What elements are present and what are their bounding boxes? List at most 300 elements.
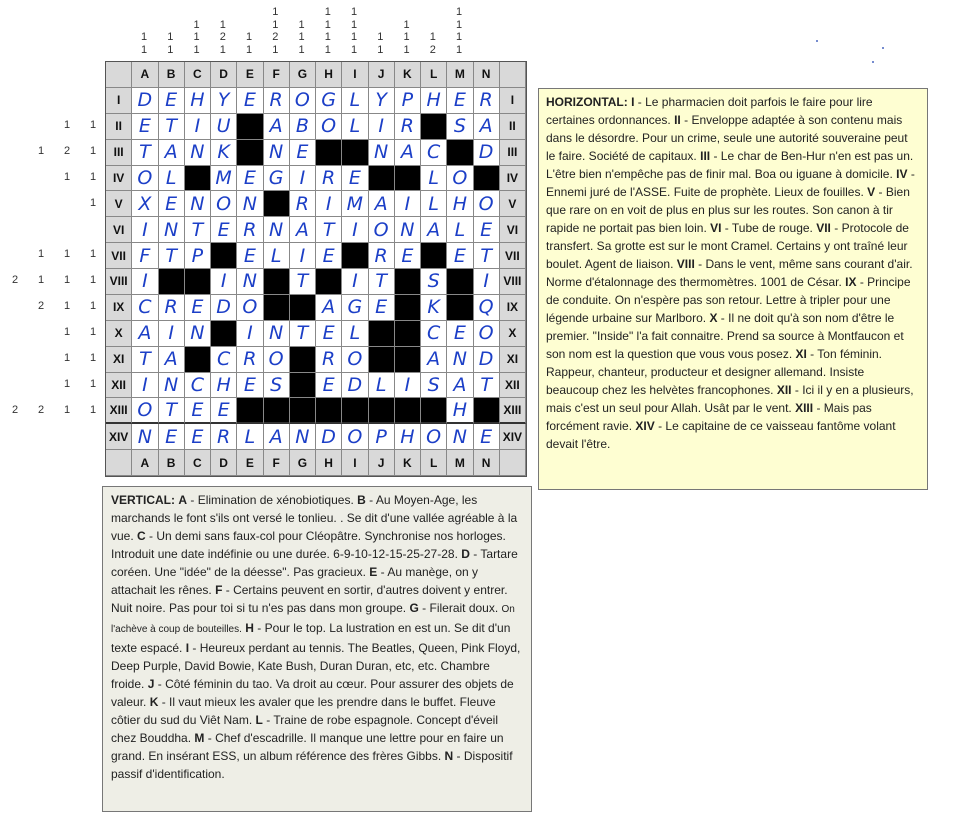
column-header: D — [211, 62, 237, 88]
letter-cell[interactable]: O — [447, 166, 473, 192]
letter-cell[interactable]: L — [369, 373, 395, 399]
letter-cell[interactable]: O — [474, 321, 500, 347]
row-header: VIII — [500, 269, 526, 295]
letter-cell[interactable]: N — [185, 140, 211, 166]
column-clue-number: 1 — [298, 31, 305, 43]
letter-cell[interactable]: I — [342, 269, 368, 295]
letter-cell[interactable]: A — [369, 191, 395, 217]
letter-cell[interactable]: N — [447, 424, 473, 450]
letter-cell[interactable]: A — [290, 217, 316, 243]
vertical-clue-text: Certains peuvent en sortir, d'autres doivent y entrer. Nuit noire. Pas pour toi si tu n'es pas dans mon groupe. — [111, 583, 508, 615]
letter-cell[interactable]: N — [395, 217, 421, 243]
letter-cell[interactable]: I — [132, 269, 158, 295]
row-header: IV — [106, 166, 132, 192]
horizontal-clue-text: Il ne doit qu'à son nom d'être le premier. "Inside" l'a fait connaitre. Prend sa source à Montfaucon et son nom est la question que vous vous posez. — [546, 311, 904, 361]
letter-cell[interactable]: C — [132, 295, 158, 321]
black-square — [342, 243, 368, 269]
letter-cell[interactable]: L — [264, 243, 290, 269]
row-clue-number — [34, 216, 48, 241]
letter-cell[interactable]: A — [421, 347, 447, 373]
vertical-clue-text: Filerait doux. — [429, 601, 499, 615]
column-header: M — [447, 62, 473, 88]
row-clue-number — [34, 165, 48, 190]
letter-cell[interactable]: E — [316, 243, 342, 269]
letter-cell[interactable]: N — [369, 140, 395, 166]
letter-cell[interactable]: Y — [369, 88, 395, 114]
letter-cell[interactable]: L — [237, 424, 263, 450]
horizontal-clue-text: Protocole de transfert. Sa grotte est sur le mont Cramel. Certains y ont traîné leur boulet. Agent de liaison. — [546, 221, 909, 271]
black-square — [369, 347, 395, 373]
letter-cell[interactable]: H — [421, 88, 447, 114]
letter-cell[interactable]: O — [237, 295, 263, 321]
row-clue-number — [34, 191, 48, 216]
black-square — [421, 398, 447, 424]
letter-cell: O — [132, 398, 158, 424]
letter-cell[interactable]: D — [342, 373, 368, 399]
vertical-clue-number: B — [357, 493, 366, 507]
letter-cell[interactable]: X — [132, 191, 158, 217]
row-clue-number — [86, 87, 100, 112]
black-square — [237, 398, 263, 424]
letter-cell[interactable]: N — [290, 424, 316, 450]
column-clue-number: 1 — [193, 18, 200, 31]
letter-cell[interactable]: P — [369, 424, 395, 450]
row-clue-number: 1 — [89, 248, 97, 261]
letter-cell[interactable]: O — [421, 424, 447, 450]
letter-cell[interactable]: S — [264, 373, 290, 399]
black-square — [237, 114, 263, 140]
letter-cell[interactable]: E — [447, 243, 473, 269]
row-header: III — [106, 140, 132, 166]
letter-cell[interactable]: H — [447, 191, 473, 217]
letter-cell[interactable]: O — [211, 191, 237, 217]
column-header: I — [342, 62, 368, 88]
row-clue-number: 1 — [63, 300, 71, 312]
vertical-clue-text: Côté féminin du tao. Va droit au cœur. Pour assurer des objets de valeur. — [111, 677, 514, 709]
letter-cell[interactable]: L — [342, 88, 368, 114]
letter-cell[interactable]: I — [211, 269, 237, 295]
row-clue-number — [8, 346, 22, 371]
row-clue-number — [8, 423, 22, 448]
letter-cell[interactable]: T — [159, 114, 185, 140]
letter-cell[interactable]: E — [132, 114, 158, 140]
row-clue-number — [8, 294, 22, 319]
letter-cell[interactable]: T — [474, 373, 500, 399]
letter-cell[interactable]: I — [342, 217, 368, 243]
row-clue-number — [86, 216, 100, 241]
letter-cell[interactable]: S — [447, 114, 473, 140]
letter-cell[interactable]: A — [316, 295, 342, 321]
row-header: IX — [500, 295, 526, 321]
letter-cell[interactable]: A — [395, 140, 421, 166]
letter-cell[interactable]: U — [211, 114, 237, 140]
letter-cell[interactable]: I — [159, 321, 185, 347]
letter-cell[interactable]: I — [290, 243, 316, 269]
letter-cell[interactable]: E — [474, 217, 500, 243]
letter-cell[interactable]: L — [421, 166, 447, 192]
letter-cell[interactable]: R — [264, 88, 290, 114]
letter-cell[interactable]: E — [159, 424, 185, 450]
row-clue-number: 1 — [37, 274, 45, 287]
letter-cell[interactable]: A — [474, 114, 500, 140]
letter-cell[interactable]: R — [369, 243, 395, 269]
letter-cell[interactable]: O — [264, 347, 290, 373]
column-clue-number: 1 — [140, 43, 148, 56]
row-header: VII — [500, 243, 526, 269]
letter-cell[interactable]: A — [264, 424, 290, 450]
vertical-clue-number: H — [245, 621, 254, 635]
row-clue-number — [34, 87, 48, 112]
black-square — [395, 166, 421, 192]
vertical-clue-number: D — [461, 547, 470, 561]
crossword-grid — [105, 61, 527, 477]
column-header: E — [237, 62, 263, 88]
letter-cell[interactable]: M — [211, 166, 237, 192]
letter-cell[interactable]: I — [132, 217, 158, 243]
horizontal-clue-number: VI — [710, 221, 722, 235]
column-clue-number: 2 — [272, 31, 279, 43]
column-header: G — [290, 450, 316, 476]
letter-cell[interactable]: R — [290, 191, 316, 217]
letter-cell[interactable]: R — [395, 114, 421, 140]
letter-cell[interactable]: B — [290, 114, 316, 140]
letter-cell[interactable]: N — [185, 191, 211, 217]
vertical-clues-panel: VERTICAL: A - Elimination de xénobiotiques. B - Au Moyen-Age, les marchands le font s'ils ont versé le tonlieu. . Se dit d'une vallée agréable à la vue. C - Un demi sans faux-col pour Cléopâtre. Synchronise nos horloges. Introduit une date indéfinie ou une durée. 6-9-10-12-15-25-27-28. D - Tartare coréen. Une "idée" de la déesse". Pas gracieux. E - Au manège, on y attachait les rênes. F - Certains peuvent en sortir, d'autres doivent y entrer. Nuit noire. Pas pour toi si tu n'es pas dans mon groupe. G - Filerait doux. On l'achève à coup de bouteilles. H - Pour le top. La lustration en est un. Se dit d'un texte espacé. I - Heureux perdant au tennis. The Beatles, Queen, Pink Floyd, Deep Purple, David Bowie, Kate Bush, Duran Duran, etc, etc. Chambre froide. J - Côté féminin du tao. Va droit au cœur. Pour assurer des objets de valeur. K - Il vaut mieux les avaler que les prendre dans le buffet. Fleuve côtier du sud du Viêt Nam. L - Traine de robe espagnole. Concept d'éveil chez Bouddha. M - Chef d'escadrille. Il manque une lettre pour en faire un grand. En insérant ESS, un album référence des frères Gibbs. N - Dispositif passif d'identification. — [102, 486, 532, 812]
letter-cell[interactable]: H — [395, 424, 421, 450]
column-clue-number: 1 — [350, 43, 358, 56]
horizontal-clue-text: Principe de conduite. On n'espère pas son retour. Lettre à tripler pour une légende urbaine sur Marlboro. — [546, 275, 911, 325]
letter-cell[interactable]: I — [132, 373, 158, 399]
letter-cell[interactable]: A — [447, 373, 473, 399]
letter-cell[interactable]: E — [316, 321, 342, 347]
column-clue-number: 1 — [350, 31, 358, 43]
black-square — [369, 398, 395, 424]
letter-cell[interactable]: T — [132, 140, 158, 166]
row-clue-number: 1 — [63, 325, 71, 338]
letter-cell[interactable]: A — [159, 347, 185, 373]
vertical-clue-text: Il vaut mieux les avaler que les prendre dans le buffet. Fleuve côtier du sud du Viêt Nam. — [111, 695, 496, 727]
column-header: C — [185, 450, 211, 476]
letter-cell[interactable]: O — [132, 166, 158, 192]
letter-cell[interactable]: E — [185, 424, 211, 450]
row-clue-number: 2 — [37, 300, 45, 312]
vertical-clue-number: A — [178, 493, 188, 507]
letter-cell[interactable]: T — [290, 321, 316, 347]
black-square — [474, 166, 500, 192]
row-clue-number — [60, 423, 74, 448]
letter-cell[interactable]: G — [342, 295, 368, 321]
letter-cell[interactable]: R — [237, 347, 263, 373]
horizontal-clue-text: Le capitaine de ce vaisseau fantôme volant devait l'être. — [546, 419, 896, 451]
row-header: IX — [106, 295, 132, 321]
letter-cell[interactable]: N — [237, 191, 263, 217]
column-clue-number: 1 — [245, 43, 253, 56]
letter-cell[interactable]: M — [342, 191, 368, 217]
horizontal-clue-number: VII — [816, 221, 831, 235]
letter-cell[interactable]: I — [185, 114, 211, 140]
letter-cell[interactable]: T — [132, 347, 158, 373]
letter-cell[interactable]: T — [369, 269, 395, 295]
letter-cell[interactable]: Y — [211, 88, 237, 114]
letter-cell[interactable]: E — [474, 424, 500, 450]
letter-cell[interactable]: R — [316, 166, 342, 192]
letter-cell[interactable]: K — [421, 295, 447, 321]
letter-cell[interactable]: O — [290, 88, 316, 114]
black-square — [316, 269, 342, 295]
row-clue-number: 1 — [89, 274, 97, 287]
letter-cell[interactable]: E — [290, 140, 316, 166]
black-square — [185, 269, 211, 295]
column-clue-number: 1 — [403, 31, 410, 43]
row-clue-number: 2 — [11, 403, 19, 416]
letter-cell[interactable]: N — [264, 140, 290, 166]
column-header: I — [342, 450, 368, 476]
row-clue-number — [8, 216, 22, 241]
column-clue-number: 1 — [272, 18, 279, 31]
letter-cell[interactable]: N — [237, 269, 263, 295]
letter-cell[interactable]: A — [421, 217, 447, 243]
letter-cell: H — [447, 398, 473, 424]
letter-cell[interactable]: A — [132, 321, 158, 347]
black-square — [290, 373, 316, 399]
column-header: A — [132, 62, 158, 88]
row-clue-number — [8, 191, 22, 216]
letter-cell[interactable]: C — [185, 373, 211, 399]
column-clue-number: 1 — [324, 31, 331, 43]
row-clue-number: 1 — [63, 403, 71, 416]
column-clue-number: 1 — [219, 18, 226, 31]
letter-cell[interactable]: S — [421, 373, 447, 399]
row-clue-number: 2 — [11, 274, 19, 287]
letter-cell[interactable]: A — [264, 114, 290, 140]
row-clue-number — [34, 346, 48, 371]
black-square — [211, 321, 237, 347]
letter-cell[interactable]: N — [264, 217, 290, 243]
letter-cell[interactable]: R — [159, 295, 185, 321]
letter-cell[interactable]: C — [421, 321, 447, 347]
column-clue-number: 1 — [245, 31, 253, 43]
vertical-clue-number: K — [149, 695, 159, 709]
horizontal-clue-number: XII — [776, 383, 792, 397]
letter-cell[interactable]: G — [316, 88, 342, 114]
letter-cell[interactable]: N — [159, 373, 185, 399]
letter-cell[interactable]: E — [211, 217, 237, 243]
letter-cell[interactable]: N — [264, 321, 290, 347]
letter-cell[interactable]: E — [185, 295, 211, 321]
column-clue-number: 2 — [219, 31, 226, 43]
letter-cell[interactable]: I — [474, 269, 500, 295]
black-square — [290, 398, 316, 424]
black-square — [211, 243, 237, 269]
letter-cell[interactable]: O — [316, 114, 342, 140]
letter-cell[interactable]: E — [447, 321, 473, 347]
letter-cell[interactable]: O — [369, 217, 395, 243]
letter-cell[interactable]: T — [159, 243, 185, 269]
letter-cell[interactable]: R — [211, 424, 237, 450]
letter-cell[interactable]: O — [474, 191, 500, 217]
horizontal-clue-text: Ennemi juré de l'ASSE. Fuite de prophète. Lieux de fouilles. — [546, 185, 864, 199]
letter-cell[interactable]: I — [395, 191, 421, 217]
horizontal-clue-text: Dans le vent, même sans courant d'air. Norme d'étalonnage des thermomètres. 1001 de César. — [546, 257, 913, 289]
letter-cell[interactable]: C — [211, 347, 237, 373]
letter-cell[interactable]: O — [342, 424, 368, 450]
letter-cell[interactable]: H — [185, 88, 211, 114]
vertical-clue-text: On l'achève à coup de bouteilles. — [111, 604, 515, 635]
stray-dot — [816, 40, 818, 42]
letter-cell[interactable]: C — [421, 140, 447, 166]
letter-cell[interactable]: E — [395, 243, 421, 269]
vertical-clue-text: Au Moyen-Age, les marchands le font s'ils ont versé le tonlieu. . Se dit d'une vallée agréable à la vue. — [111, 493, 518, 543]
vertical-clue-text: Pour le top. La lustration en est un. Se dit d'un texte espacé. — [111, 621, 511, 655]
column-header: L — [421, 62, 447, 88]
row-header: XII — [106, 373, 132, 399]
letter-cell[interactable]: N — [132, 424, 158, 450]
letter-cell[interactable]: E — [237, 166, 263, 192]
horizontal-clue-text: Mais pas forcément ravie. — [546, 401, 872, 433]
letter-cell[interactable]: H — [211, 373, 237, 399]
column-clue-number: 1 — [324, 18, 331, 31]
row-clue-number: 1 — [89, 300, 97, 312]
letter-cell[interactable]: T — [290, 269, 316, 295]
column-clue-number: 1 — [377, 31, 384, 43]
horizontal-clue-number: XI — [795, 347, 807, 361]
letter-cell[interactable]: D — [474, 140, 500, 166]
row-header: XI — [106, 347, 132, 373]
letter-cell[interactable]: D — [132, 88, 158, 114]
column-clue-number — [472, 42, 498, 58]
vertical-clue-number: N — [444, 749, 454, 763]
column-clue-number: 1 — [350, 18, 358, 31]
letter-cell[interactable]: A — [159, 140, 185, 166]
letter-cell[interactable]: L — [342, 321, 368, 347]
letter-cell[interactable]: E — [159, 191, 185, 217]
black-square — [447, 295, 473, 321]
letter-cell[interactable]: I — [316, 191, 342, 217]
letter-cell[interactable]: E — [447, 88, 473, 114]
letter-cell[interactable]: R — [237, 217, 263, 243]
horizontal-clue-text: Ton féminin. Rappeur, chanteur, producteur et designer allemand. Insiste beaucoup chez les helvètes francophones. — [546, 347, 882, 397]
black-square — [369, 166, 395, 192]
row-clue-number: 1 — [89, 118, 97, 131]
letter-cell[interactable]: D — [211, 295, 237, 321]
black-square — [395, 398, 421, 424]
letter-cell[interactable]: S — [421, 269, 447, 295]
horizontal-clue-number: VIII — [676, 257, 695, 271]
row-header: V — [500, 191, 526, 217]
horizontal-clue-number: IX — [845, 275, 857, 289]
column-header: E — [237, 450, 263, 476]
row-clue-number — [8, 139, 22, 164]
column-header: N — [474, 450, 500, 476]
letter-cell[interactable]: P — [395, 88, 421, 114]
letter-cell[interactable]: N — [159, 217, 185, 243]
row-clue-number — [34, 423, 48, 448]
black-square — [342, 140, 368, 166]
letter-cell[interactable]: I — [369, 114, 395, 140]
letter-cell[interactable]: O — [342, 347, 368, 373]
letter-cell[interactable]: G — [264, 166, 290, 192]
row-clue-number: 1 — [63, 248, 71, 261]
letter-cell[interactable]: R — [316, 347, 342, 373]
row-clue-number: 1 — [37, 248, 45, 261]
column-clue-number: 1 — [298, 43, 305, 56]
horizontal-clue-text: Tube de rouge. — [731, 221, 813, 235]
horizontal-title: HORIZONTAL: — [546, 95, 628, 109]
letter-cell[interactable]: T — [316, 217, 342, 243]
vertical-clue-number: I — [185, 641, 190, 655]
row-clue-number: 1 — [89, 377, 97, 390]
row-header: III — [500, 140, 526, 166]
row-header: X — [500, 321, 526, 347]
horizontal-clue-text: Ici il y en a plusieurs, mais c'est un seul pour Allah. Usât par le vent. — [546, 383, 914, 415]
column-clue-number: 1 — [403, 18, 410, 31]
letter-cell[interactable]: I — [395, 373, 421, 399]
letter-cell[interactable]: K — [211, 140, 237, 166]
row-clue-number: 1 — [89, 144, 97, 157]
letter-cell[interactable]: E — [237, 243, 263, 269]
letter-cell[interactable]: I — [290, 166, 316, 192]
letter-cell[interactable]: L — [159, 166, 185, 192]
letter-cell[interactable]: E — [316, 373, 342, 399]
letter-cell[interactable]: D — [474, 347, 500, 373]
column-header: J — [369, 450, 395, 476]
column-header: A — [132, 450, 158, 476]
row-clue-number — [60, 216, 74, 241]
letter-cell[interactable]: L — [421, 191, 447, 217]
horizontal-clue-number: II — [674, 113, 681, 127]
letter-cell[interactable]: E — [342, 166, 368, 192]
row-header: I — [106, 88, 132, 114]
letter-cell[interactable]: I — [237, 321, 263, 347]
column-clue-number: 1 — [455, 18, 463, 31]
column-clue-number: 1 — [324, 6, 331, 18]
row-header: XII — [500, 373, 526, 399]
row-clue-number: 1 — [89, 325, 97, 338]
column-clue-number: 1 — [429, 31, 436, 43]
row-header: II — [106, 114, 132, 140]
letter-cell[interactable]: Q — [474, 295, 500, 321]
vertical-clue-text: Heureux perdant au tennis. The Beatles, Queen, Pink Floyd, Deep Purple, David Bowie, Kate Bush, Duran Duran, etc, etc. Chambre froide. — [111, 641, 521, 691]
letter-cell[interactable]: L — [447, 217, 473, 243]
row-clue-number: 1 — [89, 351, 97, 364]
letter-cell[interactable]: E — [369, 295, 395, 321]
row-header: XIII — [500, 398, 526, 424]
column-clue-number: 1 — [377, 43, 384, 56]
letter-cell[interactable]: N — [185, 321, 211, 347]
letter-cell[interactable]: R — [474, 88, 500, 114]
letter-cell[interactable]: E — [159, 88, 185, 114]
letter-cell[interactable]: D — [316, 424, 342, 450]
grid-corner — [106, 62, 132, 88]
row-header: I — [500, 88, 526, 114]
letter-cell[interactable]: E — [237, 88, 263, 114]
letter-cell[interactable]: P — [185, 243, 211, 269]
black-square — [264, 269, 290, 295]
column-clue-number: 2 — [429, 43, 436, 56]
column-header: N — [474, 62, 500, 88]
letter-cell[interactable]: F — [132, 243, 158, 269]
letter-cell[interactable]: T — [185, 217, 211, 243]
column-header: J — [369, 62, 395, 88]
horizontal-clue-number: XIV — [635, 419, 655, 433]
black-square — [290, 295, 316, 321]
horizontal-clue-number: IV — [896, 167, 908, 181]
letter-cell[interactable]: T — [474, 243, 500, 269]
letter-cell[interactable]: E — [237, 373, 263, 399]
grid-corner — [500, 62, 526, 88]
letter-cell[interactable]: L — [342, 114, 368, 140]
letter-cell[interactable]: N — [447, 347, 473, 373]
